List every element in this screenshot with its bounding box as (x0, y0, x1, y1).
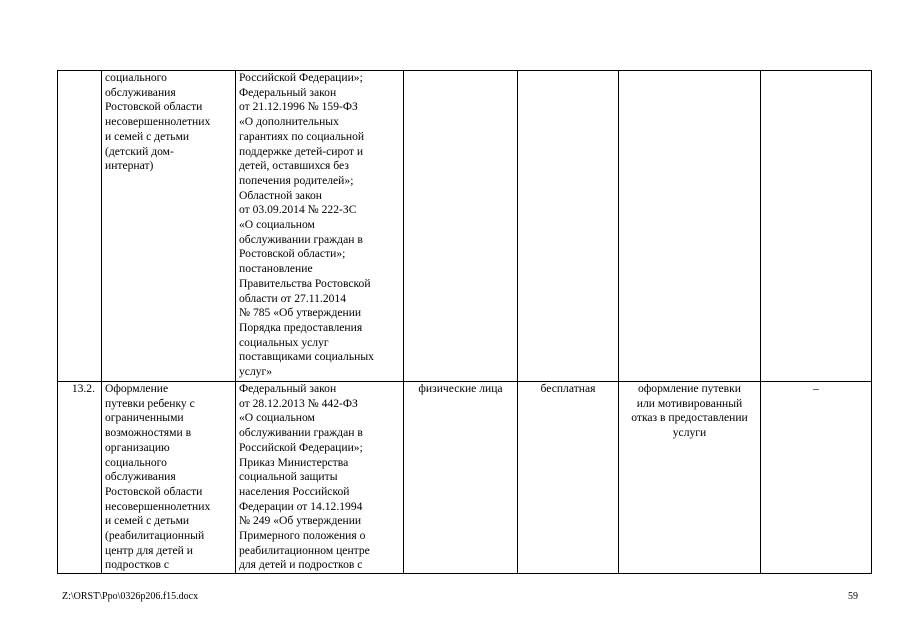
legal-basis-cell: Федеральный закон от 28.12.2013 № 442-ФЗ «О социальном обслуживании граждан в Российской Федерации»; Приказ Министерства социальной защиты населения Российской Федерации от 14.12.1994 № 249 «Об утверждении Примерного положения о реабилитационном центре для детей и подростков с (236, 382, 404, 574)
legal-basis-cell: Российской Федерации»; Федеральный закон от 21.12.1996 № 159-ФЗ «О дополнительных гарантиях по социальной поддержке детей-сирот и детей, оставшихся без попечения родителей»; Областной закон от 03.09.2014 № 222-ЗС «О социальном обслуживании граждан в Ростовской области»; постановление Правительства Ростовской области от 27.11.2014 № 785 «Об утверждении Порядка предоставления социальных услуг поставщиками социальных услуг» (236, 71, 404, 382)
row-number-cell: 13.2. (58, 382, 102, 574)
footer-page-number: 59 (848, 591, 858, 602)
service-name-cell: Оформление путевки ребенку с ограниченными возможностями в организацию социального обслуживания Ростовской области несовершеннолетних и семей с детьми (реабилитационный центр для детей и подростков с (102, 382, 236, 574)
recipients-cell: физические лица (404, 382, 518, 574)
table-row (58, 382, 872, 574)
cost-cell: бесплатная (518, 382, 619, 574)
recipients-cell (404, 71, 518, 382)
result-cell (619, 71, 761, 382)
note-cell (761, 71, 872, 382)
service-name-cell: социального обслуживания Ростовской области несовершеннолетних и семей с детьми (детский дом- интернат) (102, 71, 236, 382)
row-number-cell (58, 71, 102, 382)
cost-cell (518, 71, 619, 382)
table-row (58, 71, 872, 382)
note-cell: – (761, 382, 872, 574)
footer-file-path: Z:\ORST\Ppo\0326p206.f15.docx (62, 591, 199, 602)
result-cell: оформление путевки или мотивированный отказ в предоставлении услуги (619, 382, 761, 574)
services-table (57, 70, 872, 574)
